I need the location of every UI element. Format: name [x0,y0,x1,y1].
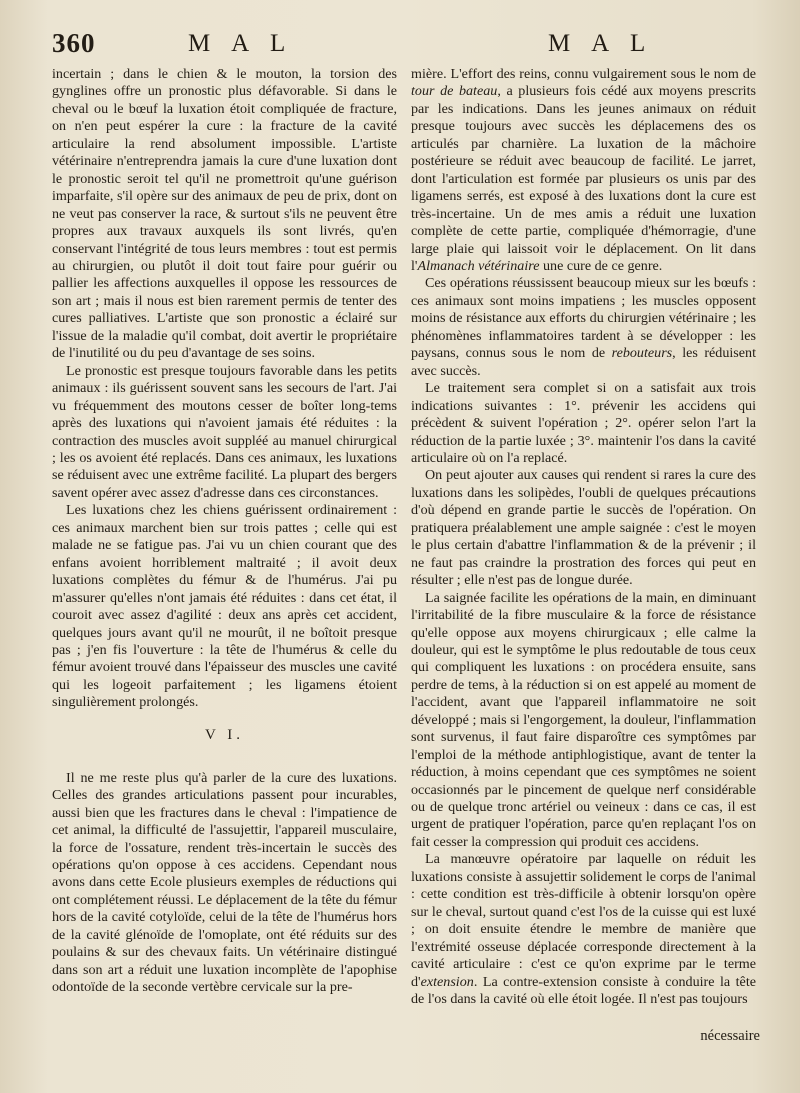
italic-term: rebouteurs [611,345,673,362]
right-column [411,66,756,1008]
text-run: , a plusieurs fois cédé aux moyens prescrits par les indications. Dans les jeunes animaux on réduit presque toujours avec succès les déplacemens des os articulés par charnière. La luxation de la mâchoire postérieure se réduit avec beaucoup de facilité. Le jarret, dont l'articulation est formée par plusieurs os unis par des ligamens serrés, est exposé à des luxations dont la cure est très-incertaine. Un de mes amis a réduit une luxation complète de cette partie, compliquée d'hémorragie, d'une large plaie qui laissoit voir le déplacement. On lit dans l' [411,83,756,274]
paragraph [411,851,756,1008]
italic-title: Almanach vétérinaire [417,257,540,274]
running-head-left: M A L [188,30,294,57]
paragraph [411,275,756,380]
text-run: mière. L'effort des reins, connu vulgairement sous le nom de [411,66,756,82]
running-head-right: M A L [548,30,654,57]
page-number: 360 [52,28,96,58]
text-run: Ces opérations réussissent beaucoup mieux sur les bœufs : ces animaux sont moins impatiens ; les muscles opposent moins de résistance aux efforts du chirurgien vétérinaire ; les phénomènes inflammatoires tardent à se développer : les paysans, connus sous le nom de [411,275,756,362]
catchword: nécessaire [700,1028,760,1044]
paragraph: incertain ; dans le chien & le mouton, la torsion des gynglines offre un pronostic plus défavorable. Si dans le cheval ou le bœuf la luxation étoit compliquée de fracture, on n'en peut espérer la cure : la fracture de la cavité articulaire la rend absolument impossible. L'artiste vétérinaire n'entreprendra jamais la cure d'une luxation dont le pronostic seroit tel qu'il ne promettroit qu'une guérison imparfaite, s'il opère sur des animaux de peu de prix, dont on ne veut pas conserver la race, & surtout s'ils ne peuvent être propres aux travaux auxquels ils sont livrés, qu'en conservant l'intégrité de tous leurs membres : tout est permis au chirurgien, ou plutôt il doit tout faire pour guérir ou pallier les affections auxquelles il oppose les ressources de son art ; mais il nous est bien rarement permis de tenter des cures palliatives. L'artiste que son pronostic a éclairé sur l'issue de la maladie qu'il combat, doit avertir le propriétaire de l'inutilité ou du peu d'avantage de ses soins. [52,66,397,362]
italic-term: tour de bateau [411,83,498,100]
left-column [52,66,397,997]
italic-term: extension [420,973,474,990]
paragraph: On peut ajouter aux causes qui rendent si rares la cure des luxations dans les solipèdes, l'oubli de quelques précautions d'où dépend en grande partie le succès de l'opération. On pratiquera préalablement une ample saignée : c'est le moyen le plus certain d'abattre l'inflammation & de la prévenir ; il ne faut pas craindre la prostration des forces qui peut en résulter ; elle n'est pas de longue durée. [411,467,756,589]
paragraph: Le traitement sera complet si on a satisfait aux trois indications suivantes : 1°. prévenir les accidens qui précèdent & suivent l'opération ; 2°. opérer selon l'art la réduction de la partie luxée ; 3°. maintenir l'os dans la cavité articulaire où on l'a replacé. [411,380,756,466]
paragraph [411,66,756,275]
text-run: . La contre-extension consiste à conduire la tête de l'os dans la cavité où elle étoit logée. Il n'est pas toujours [411,973,756,1008]
text-run: une cure de ce genre. [539,257,663,274]
paragraph: Il ne me reste plus qu'à parler de la cure des luxations. Celles des grandes articulations passent pour incurables, aussi bien que les fractures dans le cheval : l'impatience de cet animal, la difficulté de l'assujettir, l'appareil musculaire, la force de l'ossature, rendent très-incertain le succès des opérations qu'on oppose à ces accidens. Cependant nous avons dans cette Ecole plusieurs exemples de réductions qui ont complétement réussi. Le déplacement de la tête du fémur hors de la cavité cotyloïde, celui de la tête de l'humérus hors de la cavité glénoïde de l'omoplate, ont été réduits sur des poulains & sur des chevaux faits. Un vétérinaire distingué dans son art a réduit une luxation incomplète de l'apophise odontoïde de la seconde vertèbre cervicale sur la pre- [52,769,397,996]
text-run: , les réduisent avec succès. [411,345,756,379]
paragraph: La saignée facilite les opérations de la main, en diminuant l'irritabilité de la fibre musculaire & la force de résistance qu'elle oppose aux moyens chirurgicaux ; elle calme la douleur, qui est le symptôme le plus redoutable de tous ceux qui compliquent les luxations : on procédera ensuite, sans perdre de tems, à la réduction si on est appelé au moment de l'accident, avant que l'appareil inflammatoire ne soit développé ; mais si l'engorgement, la douleur, l'inflammation sont survenus, il faut faire disparoître ces symptômes par l'emploi de la méthode antiphlogistique, avant de tenter la réduction, à moins cependant que ces symptômes ne soient occasionnés par le pincement de quelque nerf considérable ou de quelque tronc artériel ou veineux : dans ce cas, il est urgent de pratiquer l'opération, parce qu'en replaçant l'os on fait cesser la compression qui produit ces accidens. [411,589,756,850]
paragraph: Le pronostic est presque toujours favorable dans les petits animaux : ils guérissent souvent sans les secours de l'art. J'ai vu fréquemment des moutons cesser de boîter long-tems après des luxations qui n'avoient jamais été réduites : la contraction des muscles avoit suppléé au manuel chirurgical ; les os avoient été replacés. Dans ces animaux, les luxations se réduisent avec une extrême facilité. La plupart des bergers savent opérer avec assez d'adresse dans ces circonstances. [52,362,397,501]
paragraph: Les luxations chez les chiens guérissent ordinairement : ces animaux marchent bien sur trois pattes ; celle qui est malade ne se fatigue pas. J'ai vu un chien courant que des enfans avoient horriblement maltraité ; il avoit deux luxations complètes du fémur & de l'humérus. J'ai pu m'assurer qu'elles n'ont jamais été réduites : dans cet état, il couroit avec assez d'agilité : deux ans après cet accident, quelques jours avant qu'il ne mourût, il ne boîtoit presque pas ; j'en fis l'ouverture : la tête de l'humérus & celle du fémur avoient trouvé dans l'épaisseur des muscles une cavité qui les logeoit parfaitement ; les ligamens étoient singulièrement prolongés. [52,502,397,711]
text-run: La manœuvre opératoire par laquelle on réduit les luxations consiste à assujettir solidement le corps de l'animal : cette condition est très-difficile à obtenir lorsqu'on opère sur le cheval, surtout quand c'est l'os de la cuisse qui est luxé ; on doit ensuite étendre le membre de manière que l'extrémité osseuse déplacée corresponde directement à la cavité articulaire : c'est ce qu'on exprime par le terme d' [411,851,756,990]
page-header [0,28,800,62]
section-heading: V I. [204,726,245,743]
